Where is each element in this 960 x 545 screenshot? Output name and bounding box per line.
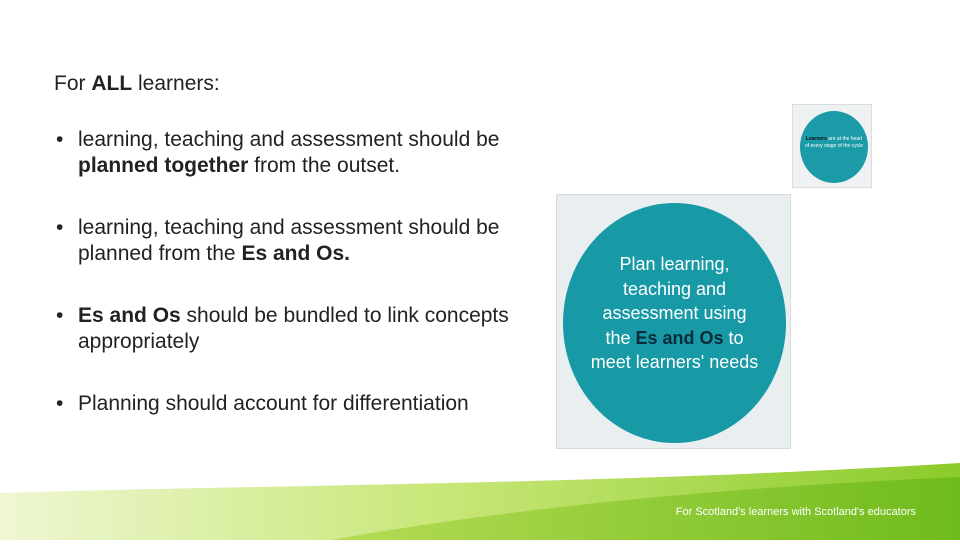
footer-swoosh	[0, 455, 960, 540]
footer-tagline: For Scotland's learners with Scotland's educators	[675, 506, 916, 518]
learners-cycle-thumbnail	[792, 104, 872, 188]
bullet-item: • learning, teaching and assessment should be planned together from the outset.	[56, 128, 500, 177]
bullet-dot: •	[56, 392, 64, 415]
bullet-dot: •	[56, 128, 64, 151]
bullet-item: • Planning should account for differentiation	[56, 392, 469, 415]
bullet-dot: •	[56, 216, 64, 239]
bullet-dot: •	[56, 304, 64, 327]
plan-circle: Plan learning, teaching and assessment using the Es and Os to meet learners' needs	[563, 203, 786, 443]
bullet-item: • Es and Os should be bundled to link concepts appropriately	[56, 304, 509, 353]
learners-circle: Learners are at the heart of every stage of the cycle	[800, 111, 868, 183]
bullet-item: • learning, teaching and assessment should be planned from the Es and Os.	[56, 216, 500, 265]
bullet-list	[56, 127, 556, 453]
plan-cycle-graphic	[556, 194, 791, 449]
footer-banner	[0, 455, 960, 540]
heading: For ALL learners:	[54, 72, 220, 95]
